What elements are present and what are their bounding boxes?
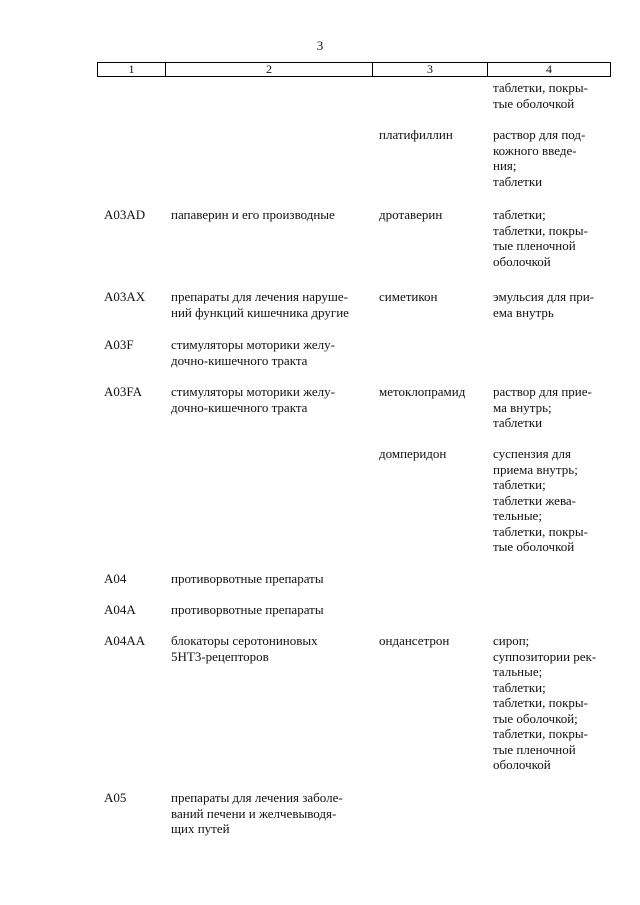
dosage-form-line: тые оболочкой: [493, 95, 575, 111]
atc-code: A03AX: [104, 289, 146, 304]
group-name-line: блокаторы серотониновых: [171, 633, 318, 648]
drug-name: дротаверин: [379, 207, 443, 222]
dosage-form-line: тальные;: [493, 664, 543, 679]
group-name-line: ний функций кишечника другие: [171, 304, 349, 320]
dosage-forms: [493, 446, 603, 555]
group-name: [171, 207, 367, 223]
group-name-line: препараты для лечения заболе-: [171, 790, 343, 805]
dosage-forms: [493, 127, 603, 189]
dosage-form-line: таблетки, покры-: [493, 523, 588, 539]
dosage-form-line: таблетки;: [493, 477, 546, 492]
dosage-form-line: таблетки, покры-: [493, 80, 588, 95]
dosage-form-line: ема внутрь: [493, 304, 554, 320]
atc-code: A03FA: [104, 384, 143, 399]
dosage-forms: [493, 80, 603, 111]
dosage-form-line: оболочкой: [493, 757, 551, 772]
drug-name: платифиллин: [379, 127, 453, 142]
drug-name: метоклопрамид: [379, 384, 466, 399]
header-col-2: 2: [166, 63, 373, 77]
dosage-forms: [493, 289, 603, 320]
dosage-form-line: суспензия для: [493, 446, 571, 461]
dosage-forms: [493, 384, 603, 431]
atc-code: A03F: [104, 337, 134, 352]
atc-code: A05: [104, 790, 127, 805]
page-number: 3: [316, 38, 324, 53]
dosage-form-line: тые пленочной: [493, 741, 576, 757]
group-name-line: противорвотные препараты: [171, 571, 324, 586]
atc-code: A04A: [104, 602, 136, 617]
group-name-line: препараты для лечения наруше-: [171, 289, 348, 304]
dosage-form-line: таблетки, покры-: [493, 695, 588, 710]
group-name: [171, 633, 367, 664]
dosage-form-line: тельные;: [493, 508, 542, 523]
dosage-form-line: кожного введе-: [493, 142, 577, 158]
dosage-form-line: таблетки, покры-: [493, 726, 588, 741]
dosage-form-line: таблетки жева-: [493, 492, 577, 508]
group-name: [171, 337, 367, 368]
group-name-line: папаверин и его производные: [171, 207, 335, 222]
atc-code: A04AA: [104, 633, 146, 648]
group-name: [171, 602, 367, 618]
dosage-form-line: тые оболочкой;: [493, 710, 578, 726]
dosage-form-line: раствор для прие-: [493, 384, 592, 399]
dosage-form-line: раствор для под-: [493, 127, 586, 142]
dosage-form-line: таблетки: [493, 415, 543, 430]
drug-name: домперидон: [379, 446, 447, 461]
atc-code: A04: [104, 571, 127, 586]
dosage-form-line: таблетки: [493, 173, 543, 189]
dosage-form-line: суппозитории рек-: [493, 648, 597, 664]
dosage-form-line: тые оболочкой: [493, 539, 575, 554]
group-name-line: щих путей: [171, 821, 230, 836]
group-name-line: дочно-кишечного тракта: [171, 352, 308, 368]
atc-code: A03AD: [104, 207, 146, 222]
dosage-form-line: эмульсия для при-: [493, 289, 595, 304]
group-name: [171, 571, 367, 587]
drug-name: симетикон: [379, 289, 438, 304]
group-name-line: стимуляторы моторики желу-: [171, 337, 335, 352]
header-col-3: 3: [373, 63, 488, 77]
dosage-form-line: таблетки, покры-: [493, 222, 588, 238]
dosage-form-line: таблетки;: [493, 679, 546, 695]
drug-name: ондансетрон: [379, 633, 450, 648]
group-name: [171, 384, 367, 415]
group-name-line: стимуляторы моторики желу-: [171, 384, 335, 399]
dosage-forms: [493, 633, 603, 773]
table-header: [97, 62, 606, 77]
dosage-form-line: сироп;: [493, 633, 530, 648]
header-col-1: 1: [98, 63, 166, 77]
group-name: [171, 790, 367, 837]
group-name-line: ваний печени и желчевыводя-: [171, 805, 337, 821]
dosage-form-line: оболочкой: [493, 253, 551, 269]
dosage-forms: [493, 207, 603, 269]
dosage-form-line: таблетки;: [493, 207, 546, 222]
group-name: [171, 289, 367, 320]
dosage-form-line: тые пленочной: [493, 238, 576, 253]
group-name-line: 5HT3-рецепторов: [171, 648, 269, 664]
dosage-form-line: ма внутрь;: [493, 399, 552, 415]
group-name-line: противорвотные препараты: [171, 602, 324, 617]
header-col-4: 4: [488, 63, 611, 77]
dosage-form-line: приема внутрь;: [493, 461, 578, 477]
group-name-line: дочно-кишечного тракта: [171, 399, 308, 415]
dosage-form-line: ния;: [493, 158, 517, 173]
